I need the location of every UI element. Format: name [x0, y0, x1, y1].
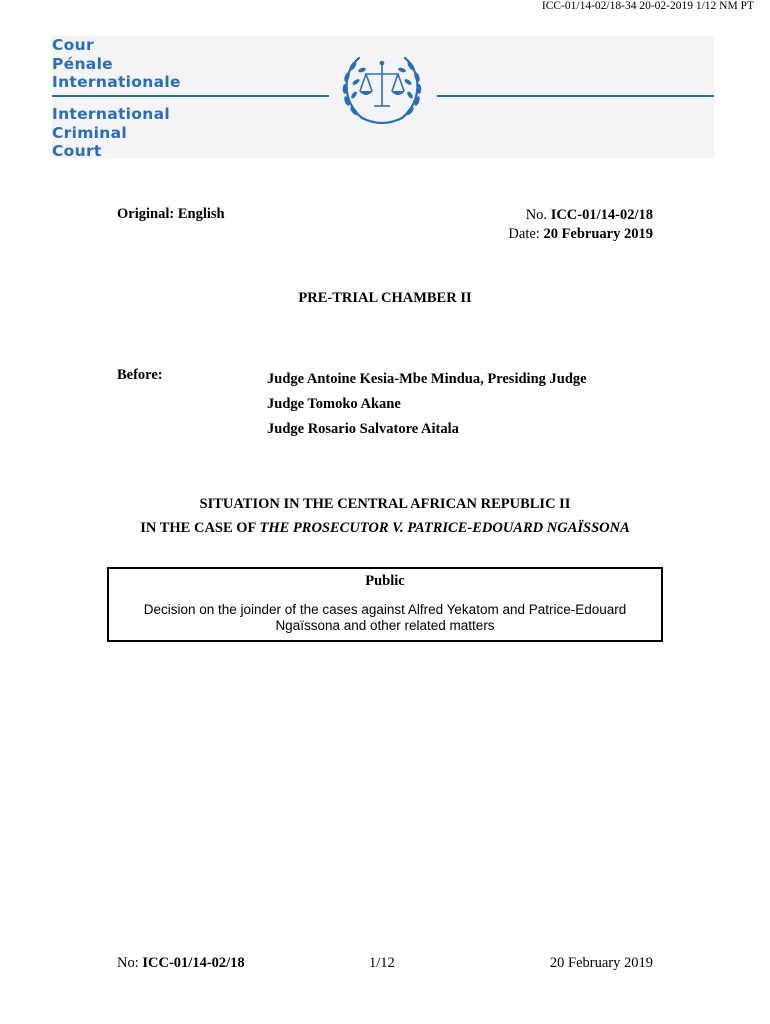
court-name-english-line: Court [52, 142, 102, 160]
document-stamp: ICC-01/14-02/18-34 20-02-2019 1/12 NM PT [541, 0, 754, 12]
decision-title [109, 602, 661, 634]
judges-list [267, 367, 587, 442]
case-title-prefix: IN THE CASE OF [140, 520, 260, 536]
case-title [0, 516, 770, 540]
court-name-english-line: International [52, 105, 170, 123]
court-name-french [52, 36, 181, 92]
footer-case-number [117, 955, 245, 972]
decision-title-line: Ngaïssona and other related matters [275, 618, 495, 633]
court-name-french-line: Internationale [52, 73, 181, 91]
chamber-title: PRE-TRIAL CHAMBER II [298, 290, 472, 306]
situation-title: SITUATION IN THE CENTRAL AFRICAN REPUBLIC II [199, 496, 571, 512]
logo-divider-left [52, 95, 329, 97]
scales-of-justice-laurel-icon [332, 46, 432, 130]
footer-no-label: No: [117, 955, 139, 971]
before-label: Before: [117, 367, 163, 383]
classification-box [107, 567, 663, 642]
judge-name: Judge Tomoko Akane [267, 396, 401, 412]
judge-name: Judge Rosario Salvatore Aitala [267, 421, 459, 437]
date-label: Date: [508, 226, 540, 242]
case-title-parties: THE PROSECUTOR V. PATRICE-EDOUARD NGAÏSSONA [259, 520, 630, 536]
page-number: 1/12 [369, 955, 395, 971]
decision-title-line: Decision on the joinder of the cases against Alfred Yekatom and Patrice-Edouard [143, 602, 627, 617]
classification-label: Public [365, 573, 405, 589]
court-name-english-line: Criminal [52, 123, 128, 142]
case-number: ICC-01/14-02/18 [550, 207, 653, 223]
footer-no-value: ICC-01/14-02/18 [142, 955, 245, 971]
logo-divider-right [437, 95, 714, 97]
court-name-french-line: Cour [52, 36, 94, 54]
judge-name: Judge Antoine Kesia-Mbe Mindua, Presiding Judge [267, 371, 587, 387]
decision-date: 20 February 2019 [543, 226, 653, 242]
original-value: English [177, 206, 225, 222]
original-label: Original: [117, 206, 175, 222]
original-language [117, 206, 225, 223]
footer-date: 20 February 2019 [549, 955, 653, 971]
court-name-english [52, 105, 170, 161]
case-number-label: No. [525, 207, 548, 223]
court-name-french-line: Pénale [52, 54, 113, 73]
situation-heading [0, 492, 770, 540]
case-reference [508, 206, 653, 244]
